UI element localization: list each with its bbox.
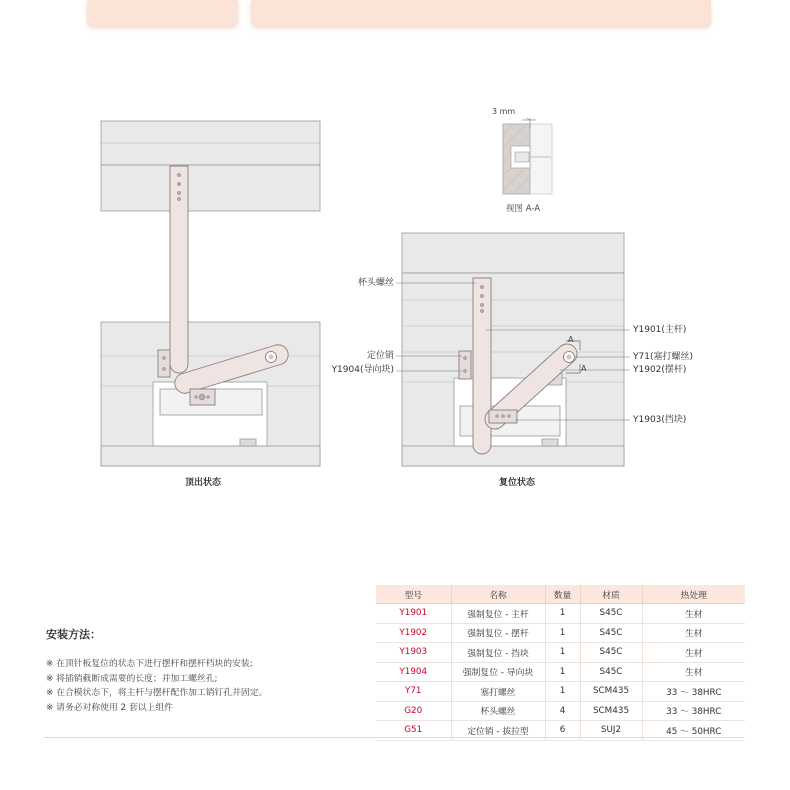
cell-qty: 1 [545,623,580,643]
cell-model: Y1903 [376,643,451,663]
cell-heat: 生材 [642,643,745,663]
cell-heat: 45 ～ 50HRC [642,721,745,741]
spec-table [376,585,745,741]
left-upper-plate [101,165,320,211]
cell-qty: 1 [545,682,580,702]
callout-swing-rod: Y1902(摆杆) [633,365,687,375]
install-title: 安装方法： [46,628,101,641]
cell-qty: 4 [545,701,580,721]
bottom-divider [44,737,744,738]
cell-name: 强制复位 - 主杆 [451,604,545,624]
right-top-plate [402,233,624,273]
section-letter-top: A [568,335,574,344]
header-qty: 数量 [545,585,580,604]
cell-material: SCM435 [580,682,642,702]
cell-heat: 生材 [642,604,745,624]
table-row [376,682,745,702]
cell-heat: 33 ～ 38HRC [642,701,745,721]
install-notes [46,657,267,715]
install-note: ※ 在合模状态下，将主杆与摆杆配作加工销钉孔并固定。 [46,688,268,698]
table-row [376,701,745,721]
header-material: 材质 [580,585,642,604]
left-main-rod [170,166,188,373]
cell-qty: 1 [545,604,580,624]
cell-qty: 1 [545,643,580,663]
callout-plug-screw: Y71(塞打螺丝) [633,352,693,362]
cell-material: S45C [580,623,642,643]
cell-name: 强制复位 - 导向块 [451,662,545,682]
table-row [376,643,745,663]
header-name: 名称 [451,585,545,604]
cell-model: Y1901 [376,604,451,624]
cell-heat: 生材 [642,662,745,682]
table-row [376,604,745,624]
cell-name: 强制复位 - 挡块 [451,643,545,663]
header-heat: 热处理 [642,585,745,604]
left-base-plate [101,446,320,466]
cell-material: SUJ2 [580,721,642,741]
cell-name: 塞打螺丝 [451,682,545,702]
cell-model: Y1902 [376,623,451,643]
right-caption: 复位状态 [499,478,536,488]
cell-material: S45C [580,662,642,682]
callout-main-rod: Y1901(主杆) [633,325,687,335]
view-aa-label: 视图 A-A [506,204,541,214]
cell-material: S45C [580,604,642,624]
cell-qty: 1 [545,662,580,682]
dimension-label: 3 mm [492,107,516,116]
callout-guide-block: Y1904(导向块) [331,365,394,375]
cell-name: 杯头螺丝 [451,701,545,721]
callout-cup-head-screw: 杯头螺丝 [357,278,394,288]
left-guide-block [158,350,170,377]
cell-model: G20 [376,701,451,721]
cell-qty: 6 [545,721,580,741]
install-note: ※ 将插销截断成需要的长度；并加工螺丝孔; [46,673,218,684]
install-note: ※ 在顶针板复位的状态下进行摆杆和摆杆档块的安装; [46,659,253,669]
right-base-plate [402,446,624,466]
section-letter-bottom: A [581,364,587,373]
cell-heat: 生材 [642,623,745,643]
cell-name: 强制复位 - 摆杆 [451,623,545,643]
cell-model: Y71 [376,682,451,702]
view-aa-detail [503,118,552,194]
cell-name: 定位销 - 拔拉型 [451,721,545,741]
cell-model: G51 [376,721,451,741]
callout-stop-block: Y1903(挡块) [633,415,687,425]
table-row [376,623,745,643]
table-row [376,662,745,682]
left-caption: 顶出状态 [185,478,222,488]
right-guide-block [459,351,471,379]
cell-material: S45C [580,643,642,663]
cell-model: Y1904 [376,662,451,682]
cell-heat: 33 ～ 38HRC [642,682,745,702]
cell-material: SCM435 [580,701,642,721]
callout-locating-pin: 定位销 [366,351,394,361]
header-model: 型号 [376,585,451,604]
install-note: ※ 请务必对称使用 2 套以上组件 [46,702,173,713]
table-header-row [376,585,745,604]
